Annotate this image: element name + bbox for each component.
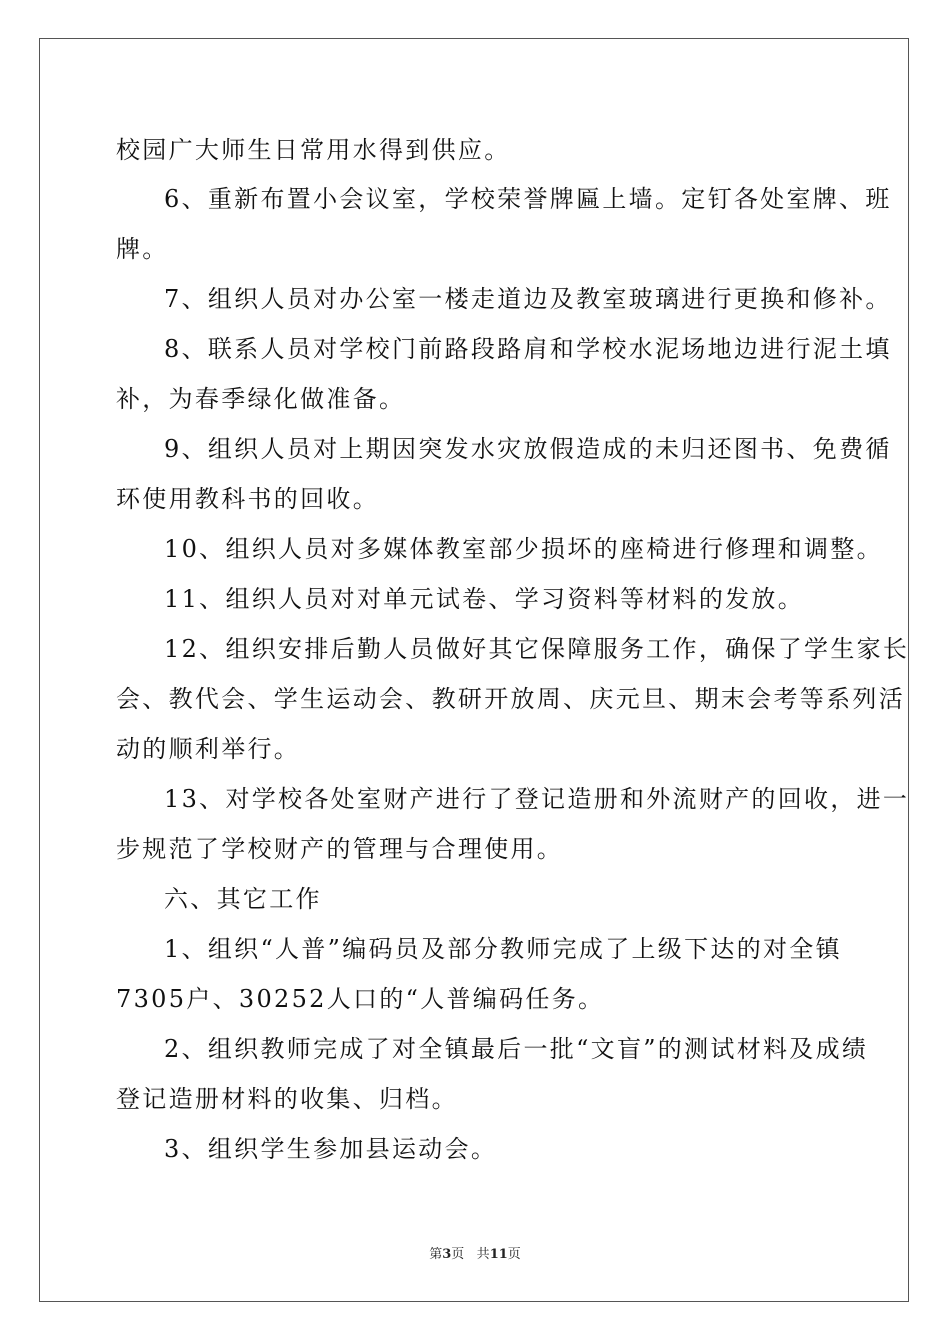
text-line: 牌。: [116, 235, 169, 263]
footer-total-suffix: 页: [507, 1247, 521, 1262]
text-line: 登记造册材料的收集、归档。: [116, 1085, 458, 1113]
text-line: 11、组织人员对对单元试卷、学习资料等材料的发放。: [164, 585, 805, 613]
text-line: 环使用教科书的回收。: [116, 485, 379, 513]
text-line: 6、重新布置小会议室，学校荣誉牌匾上墙。定钉各处室牌、班: [164, 185, 892, 213]
text-line: 13、对学校各处室财产进行了登记造册和外流财产的回收，进一: [164, 785, 910, 813]
text-line: 会、教代会、学生运动会、教研开放周、庆元旦、期末会考等系列活: [116, 685, 905, 713]
text-line: 7、组织人员对办公室一楼走道边及教室玻璃进行更换和修补。: [164, 285, 892, 313]
footer-total-prefix: 共: [476, 1247, 490, 1262]
footer-page-suffix: 页: [451, 1247, 465, 1262]
text-line: 步规范了学校财产的管理与合理使用。: [116, 835, 564, 863]
text-line: 10、组织人员对多媒体教室部少损坏的座椅进行修理和调整。: [164, 535, 883, 563]
text-line: 2、组织教师完成了对全镇最后一批“文盲”的测试材料及成绩: [164, 1035, 869, 1063]
text-line: 12、组织安排后勤人员做好其它保障服务工作，确保了学生家长: [164, 635, 910, 663]
text-line: 1、组织“人普”编码员及部分教师完成了上级下达的对全镇: [164, 935, 842, 963]
text-line: 9、组织人员对上期因突发水灾放假造成的未归还图书、免费循: [164, 435, 892, 463]
footer-page-number: 3: [442, 1247, 452, 1262]
footer-page-prefix: 第: [429, 1247, 443, 1262]
section-heading: 六、其它工作: [164, 885, 322, 913]
text-line: 8、联系人员对学校门前路段路肩和学校水泥场地边进行泥土填: [164, 335, 892, 363]
page-footer: [0, 1247, 950, 1263]
text-line: 校园广大师生日常用水得到供应。: [116, 136, 511, 164]
text-line: 动的顺利举行。: [116, 735, 301, 763]
text-line: 补，为春季绿化做准备。: [116, 385, 406, 413]
text-line: 3、组织学生参加县运动会。: [164, 1135, 498, 1163]
footer-total-pages: 11: [489, 1247, 508, 1262]
text-line: 7305户、30252人口的“人普编码任务。: [116, 985, 605, 1013]
